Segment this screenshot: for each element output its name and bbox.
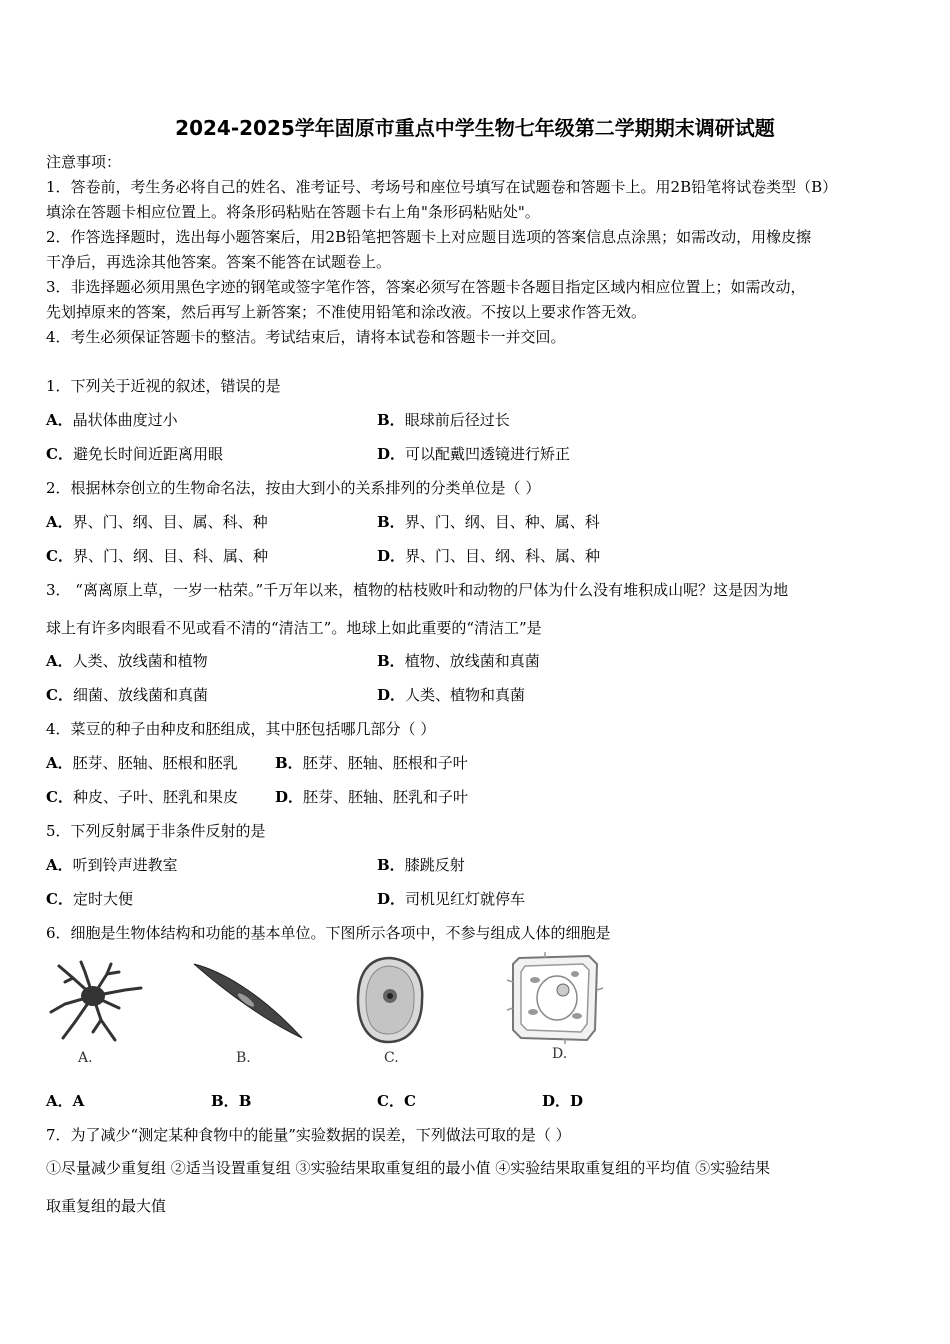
option-letter: D．	[377, 890, 406, 908]
option-letter: C．	[46, 445, 73, 463]
option-letter: B．	[377, 856, 405, 874]
option-letter: A．	[46, 411, 73, 429]
option-text: A	[72, 1092, 85, 1110]
option-letter: A．	[46, 754, 73, 772]
notes-line: 填涂在答题卡相应位置上。将条形码粘贴在答题卡右上角"条形码粘贴处"。	[46, 203, 540, 221]
option-text: 胚芽、胚轴、胚根和胚乳	[72, 754, 238, 772]
option-letter: B．	[377, 652, 405, 670]
option-a	[46, 651, 208, 671]
option-text: 界、门、纲、目、科、属、种	[72, 547, 268, 565]
option-text: 膝跳反射	[404, 856, 465, 874]
option-text: B	[238, 1092, 252, 1110]
option-text: 植物、放线菌和真菌	[404, 652, 540, 670]
notes-line: 4．考生必须保证答题卡的整洁。考试结束后，请将本试卷和答题卡一并交回。	[46, 328, 566, 346]
option-letter: C．	[46, 686, 73, 704]
option-letter: C．	[377, 1092, 404, 1110]
option-d	[542, 1091, 583, 1111]
cell-figures	[40, 948, 620, 1078]
figure-label: A.	[78, 1050, 93, 1066]
option-letter: A．	[46, 513, 73, 531]
option-text: 可以配戴凹透镜进行矫正	[405, 445, 571, 463]
egg-cell-image	[352, 954, 428, 1046]
notes-line: 2．作答选择题时，选出每小题答案后，用2B铅笔把答题卡上对应题目选项的答案信息点涂黑；如需改动，用橡皮擦	[46, 228, 812, 246]
figure-label: B.	[236, 1050, 251, 1066]
option-c	[46, 546, 268, 566]
option-b	[275, 753, 468, 773]
notes-line: 干净后，再选涂其他答案。答案不能答在试题卷上。	[46, 253, 392, 271]
option-text: 人类、植物和真菌	[405, 686, 526, 704]
question-text: 取重复组的最大值	[46, 1197, 167, 1215]
option-letter: A．	[46, 856, 73, 874]
question-stem: 球上有许多肉眼看不见或看不清的“清洁工”。地球上如此重要的“清洁工”是	[46, 619, 542, 637]
neuron-cell-image	[45, 960, 145, 1044]
option-letter: D．	[377, 547, 406, 565]
option-a	[46, 1091, 84, 1111]
option-text: 晶状体曲度过小	[72, 411, 178, 429]
option-text: 界、门、纲、目、属、科、种	[72, 513, 268, 531]
option-text: 司机见红灯就停车	[405, 890, 526, 908]
option-b	[377, 855, 465, 875]
option-text: 避免长时间近距离用眼	[72, 445, 223, 463]
option-d	[275, 787, 468, 807]
option-text: 定时大便	[72, 890, 133, 908]
question-text: ①尽量减少重复组 ②适当设置重复组 ③实验结果取重复组的最小值 ④实验结果取重复组的平均值 ⑤实验结果	[46, 1159, 771, 1177]
question-stem: 6．细胞是生物体结构和功能的基本单位。下图所示各项中，不参与组成人体的细胞是	[46, 924, 611, 942]
option-c	[46, 444, 223, 464]
option-text: 眼球前后径过长	[404, 411, 510, 429]
option-text: 胚芽、胚轴、胚根和子叶	[302, 754, 468, 772]
option-text: D	[570, 1092, 584, 1110]
option-d	[377, 444, 570, 464]
option-letter: D．	[377, 686, 406, 704]
option-c	[46, 889, 133, 909]
option-text: 种皮、子叶、胚乳和果皮	[72, 788, 238, 806]
option-b	[377, 651, 540, 671]
option-letter: D．	[542, 1092, 571, 1110]
option-b	[377, 410, 510, 430]
option-b	[377, 512, 600, 532]
notes-heading: 注意事项：	[46, 153, 122, 171]
option-text: 界、门、目、纲、科、属、种	[405, 547, 601, 565]
option-text: 细菌、放线菌和真菌	[72, 686, 208, 704]
option-b	[211, 1091, 251, 1111]
option-text: 人类、放线菌和植物	[72, 652, 208, 670]
question-stem: 7．为了减少“测定某种食物中的能量”实验数据的误差，下列做法可取的是（ ）	[46, 1126, 571, 1144]
question-stem: 1．下列关于近视的叙述，错误的是	[46, 377, 281, 395]
plant-cell-image	[505, 950, 605, 1046]
option-text: C	[403, 1092, 416, 1110]
question-stem: 5．下列反射属于非条件反射的是	[46, 822, 266, 840]
option-letter: A．	[46, 1092, 73, 1110]
option-letter: B．	[377, 411, 405, 429]
figure-label: C.	[384, 1050, 399, 1066]
option-letter: C．	[46, 788, 73, 806]
option-letter: B．	[211, 1092, 239, 1110]
option-letter: A．	[46, 652, 73, 670]
option-text: 胚芽、胚轴、胚乳和子叶	[303, 788, 469, 806]
option-letter: D．	[377, 445, 406, 463]
page-title: 2024-2025学年固原市重点中学生物七年级第二学期期末调研试题	[175, 116, 775, 140]
figure-label: D.	[552, 1046, 568, 1062]
option-letter: C．	[46, 547, 73, 565]
option-letter: D．	[275, 788, 304, 806]
muscle-cell-image	[188, 960, 308, 1040]
option-a	[46, 753, 238, 773]
option-letter: B．	[377, 513, 405, 531]
option-c	[46, 787, 238, 807]
question-stem: 2．根据林奈创立的生物命名法，按由大到小的关系排列的分类单位是（ ）	[46, 479, 541, 497]
option-d	[377, 546, 600, 566]
option-c	[46, 685, 208, 705]
notes-line: 1．答卷前，考生务必将自己的姓名、准考证号、考场号和座位号填写在试题卷和答题卡上。用2B铅笔将试卷类型（B）	[46, 178, 838, 196]
option-d	[377, 685, 525, 705]
option-text: 界、门、纲、目、种、属、科	[404, 513, 600, 531]
option-a	[46, 512, 268, 532]
notes-line: 3．非选择题必须用黑色字迹的钢笔或签字笔作答，答案必须写在答题卡各题目指定区域内相应位置上；如需改动，	[46, 278, 806, 296]
question-stem: 3． “离离原上草，一岁一枯荣。”千万年以来，植物的枯枝败叶和动物的尸体为什么没有堆积成山呢？这是因为地	[46, 581, 789, 599]
option-a	[46, 855, 178, 875]
notes-line: 先划掉原来的答案，然后再写上新答案；不准使用铅笔和涂改液。不按以上要求作答无效。	[46, 303, 647, 321]
option-c	[377, 1091, 416, 1111]
option-text: 听到铃声进教室	[72, 856, 178, 874]
option-letter: B．	[275, 754, 303, 772]
question-stem: 4．菜豆的种子由种皮和胚组成，其中胚包括哪几部分（ ）	[46, 720, 436, 738]
option-a	[46, 410, 178, 430]
option-d	[377, 889, 525, 909]
option-letter: C．	[46, 890, 73, 908]
